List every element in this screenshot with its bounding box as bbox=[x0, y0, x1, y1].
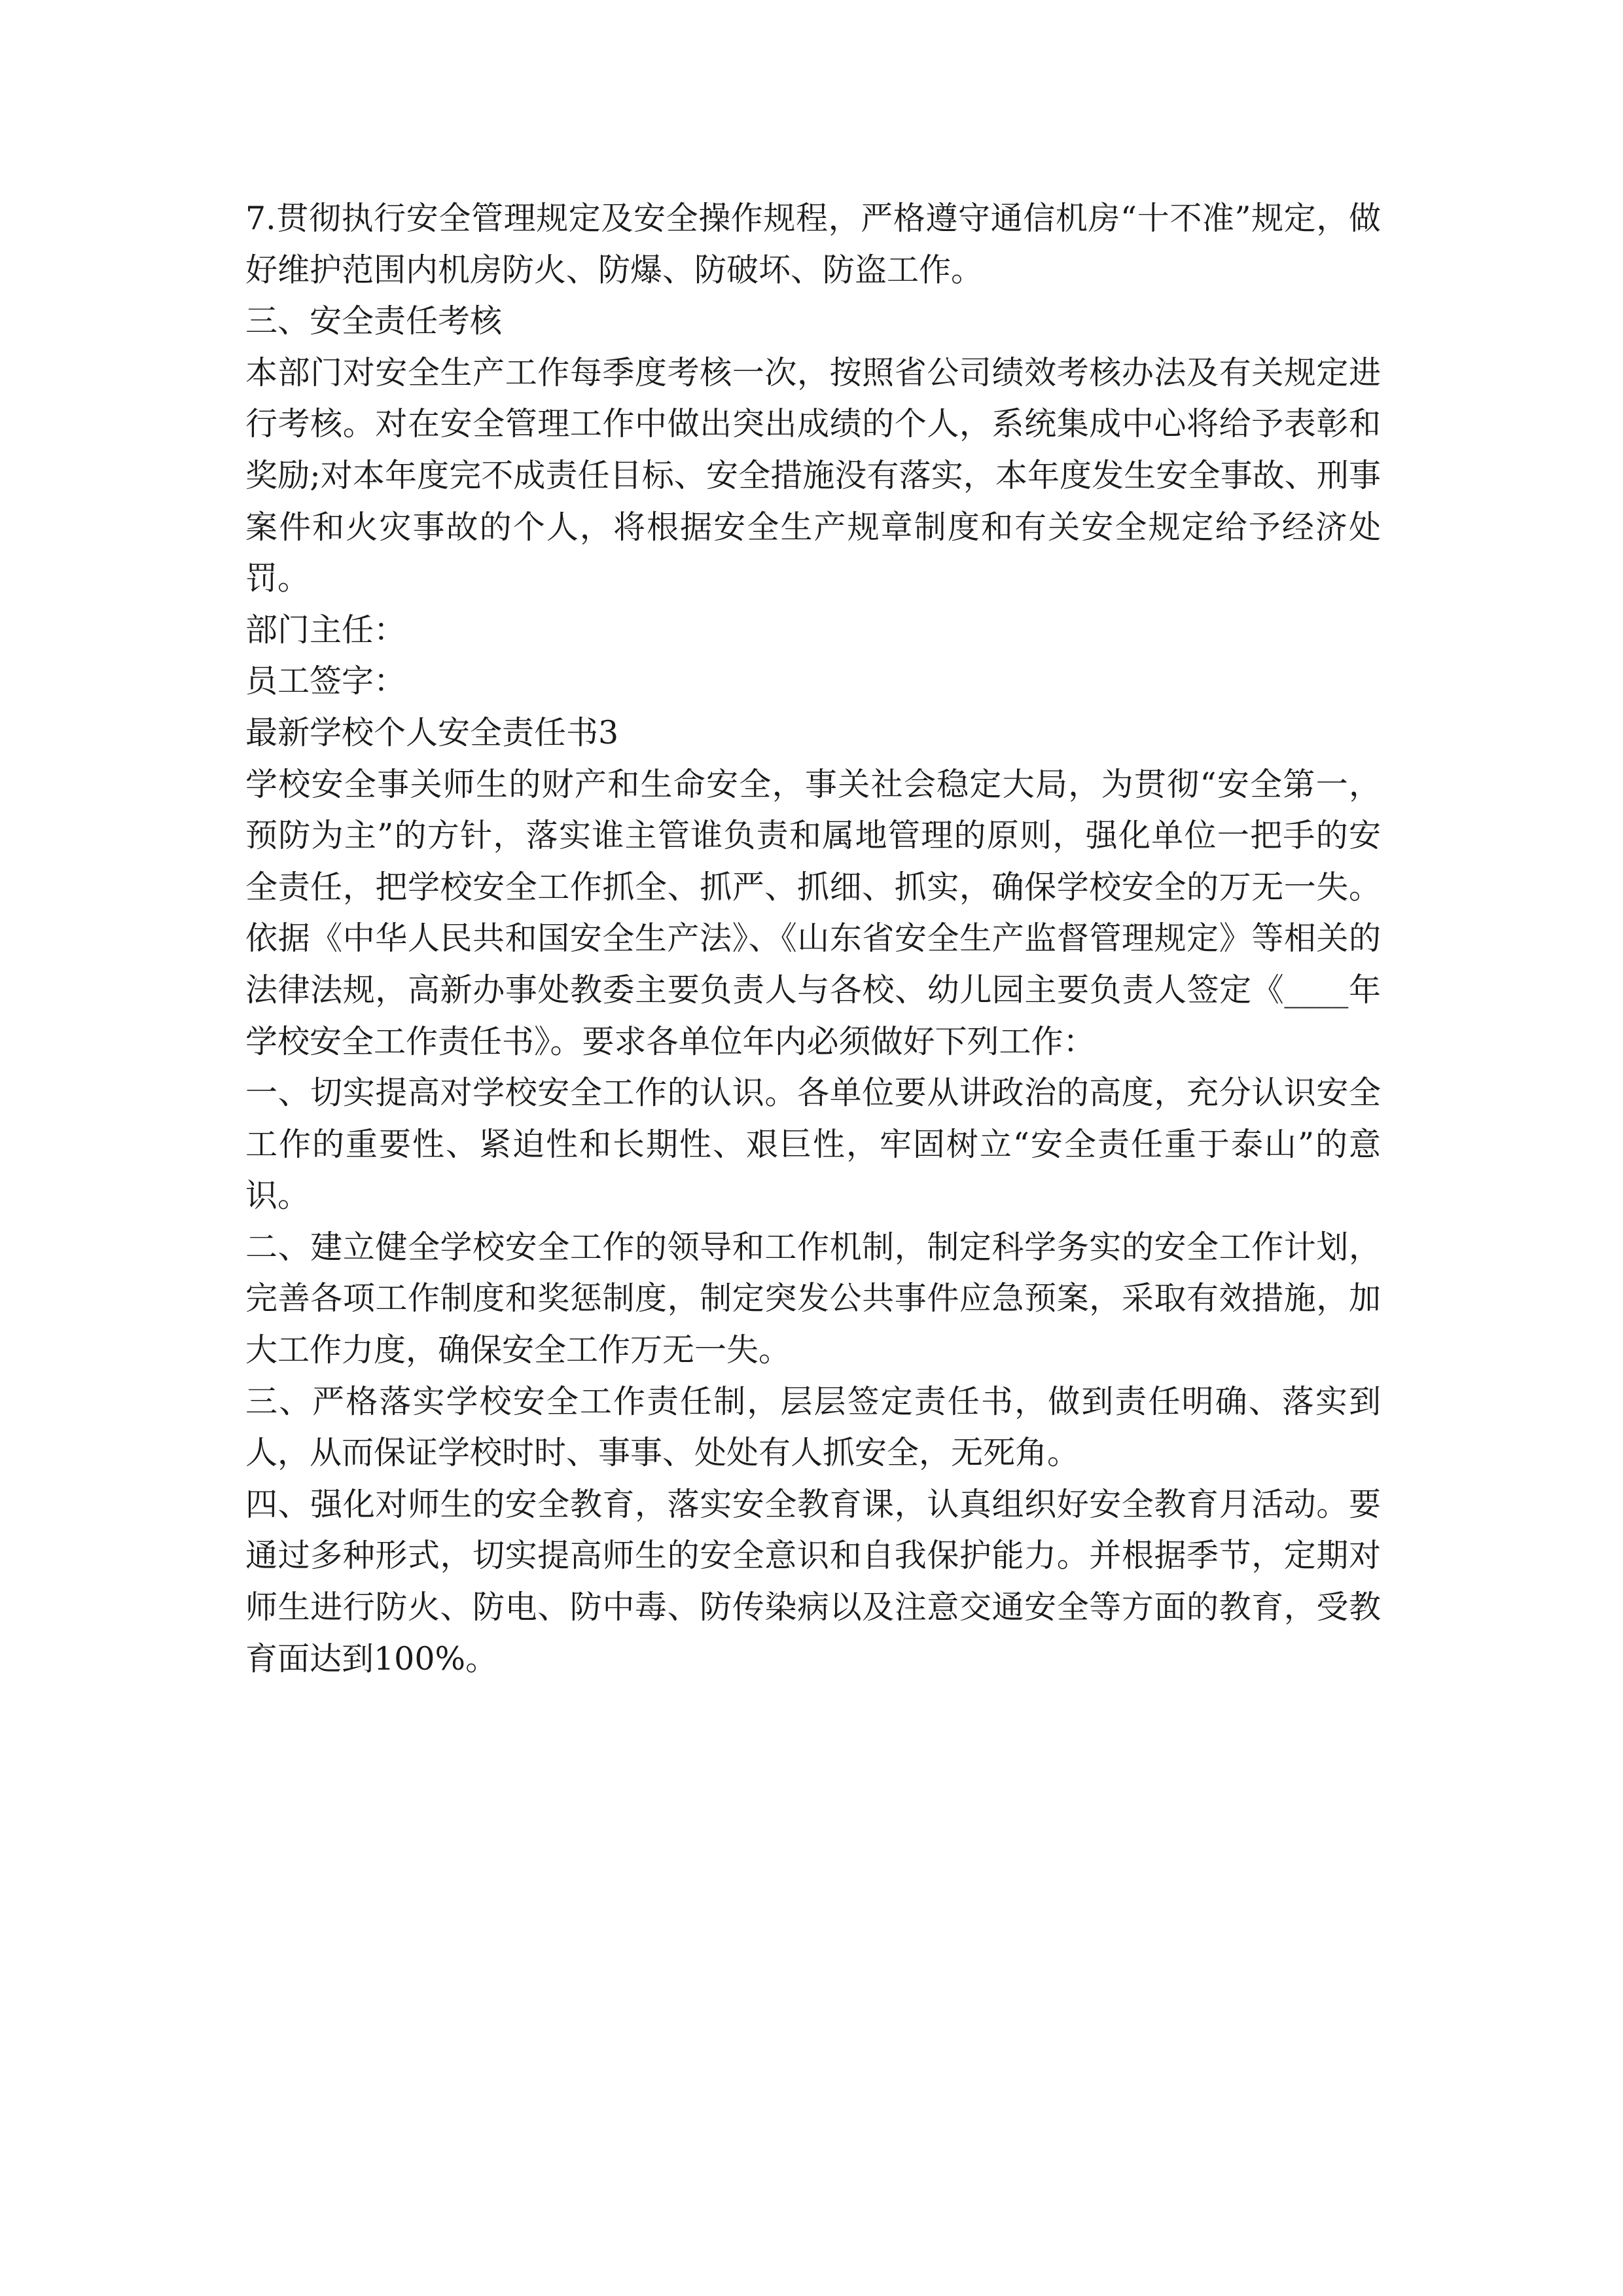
department-director-label: 部门主任： bbox=[245, 611, 406, 649]
document-title: 最新学校个人安全责任书3 bbox=[245, 713, 619, 751]
paragraph-introduction: 学校安全事关师生的财产和生命安全，事关社会稳定大局，为贯彻“安全第一，预防为主”的方针，落实谁主管谁负责和属地管理的原则，强化单位一把手的安全责任，把学校安全工作抓全、抓严、抓细、抓实，确保学校安全的万无一失。依据《中华人民共和国安全生产法》、《山东省安全生产监督管理规定》等相关的法律法规，高新办事处教委主要负责人与各校、幼儿园主要负责人签定《____年学校安全工作责任书》。要求各单位年内必须做好下列工作： bbox=[245, 765, 1381, 1060]
paragraph-point-2: 二、建立健全学校安全工作的领导和工作机制，制定科学务实的安全工作计划，完善各项工作制度和奖惩制度，制定突发公共事件应急预案，采取有效措施，加大工作力度，确保安全工作万无一失。 bbox=[245, 1228, 1381, 1369]
paragraph-point-4: 四、强化对师生的安全教育，落实安全教育课，认真组织好安全教育月活动。要通过多种形式，切实提高师生的安全意识和自我保护能力。并根据季节，定期对师生进行防火、防电、防中毒、防传染病以及注意交通安全等方面的教育，受教育面达到100%。 bbox=[245, 1485, 1381, 1677]
paragraph-point-1: 一、切实提高对学校安全工作的认识。各单位要从讲政治的高度，充分认识安全工作的重要性、紧迫性和长期性、艰巨性，牢固树立“安全责任重于泰山”的意识。 bbox=[245, 1074, 1381, 1215]
paragraph-point-3: 三、严格落实学校安全工作责任制，层层签定责任书，做到责任明确、落实到人，从而保证学校时时、事事、处处有人抓安全，无死角。 bbox=[245, 1382, 1381, 1472]
employee-signature-label: 员工签字： bbox=[245, 662, 406, 700]
document-page bbox=[245, 193, 1381, 1685]
paragraph-item-7: 7.贯彻执行安全管理规定及安全操作规程，严格遵守通信机房“十不准”规定，做好维护范围内机房防火、防爆、防破坏、防盗工作。 bbox=[245, 200, 1381, 289]
section-heading-responsibility-assessment: 三、安全责任考核 bbox=[245, 302, 503, 340]
paragraph-assessment: 本部门对安全生产工作每季度考核一次，按照省公司绩效考核办法及有关规定进行考核。对在安全管理工作中做出突出成绩的个人，系统集成中心将给予表彰和奖励;对本年度完不成责任目标、安全措施没有落实，本年度发生安全事故、刑事案件和火灾事故的个人，将根据安全生产规章制度和有关安全规定给予经济处罚。 bbox=[245, 353, 1381, 598]
